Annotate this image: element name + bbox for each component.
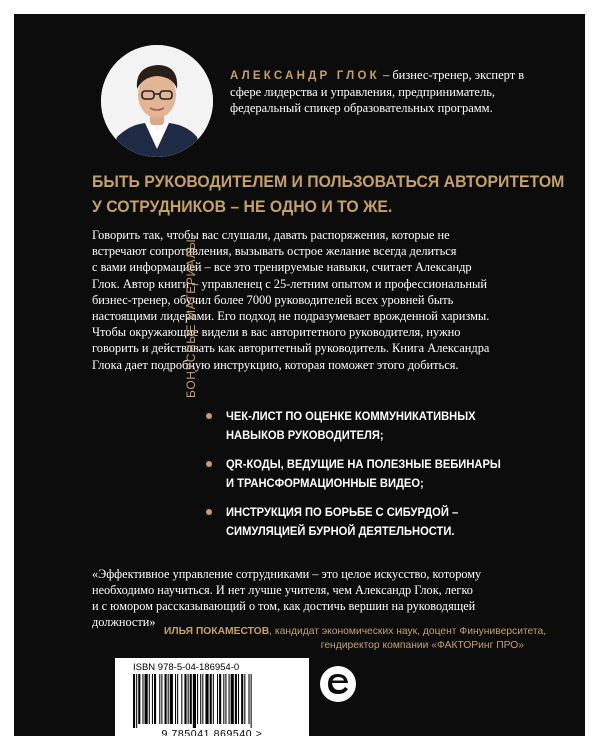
bullet-icon (206, 413, 212, 419)
quote-line: необходимо научиться. И нет лучше учителя, чем Александр Глок, легко (92, 583, 473, 597)
bonus-item-line: НАВЫКОВ РУКОВОДИТЕЛЯ; (226, 428, 384, 442)
barcode-icon (129, 674, 295, 728)
author-photo (101, 45, 213, 157)
description-line: бизнес-тренер, обучил более 7000 руководителей всех уровней быть (92, 292, 454, 307)
headline-line-1: БЫТЬ РУКОВОДИТЕЛЕМ И ПОЛЬЗОВАТЬСЯ АВТОРИТЕТОМ (92, 172, 565, 191)
testimonial-quote (92, 566, 542, 630)
bonus-list (206, 407, 536, 551)
author-name: АЛЕКСАНДР ГЛОК (230, 70, 380, 82)
description-line: Глока дает подробную инструкцию, которая поможет этого добиться. (92, 357, 459, 372)
description-line: с вами информацией – все это тренируемые навыки, считает Александр (92, 260, 472, 275)
description-line: говорить и действовать как авторитетный руководитель. Книга Александра (92, 341, 490, 356)
description-text (92, 227, 522, 373)
bonus-item (206, 503, 536, 541)
author-bio (230, 67, 550, 116)
quote-line: должности» (92, 615, 156, 629)
quote-author-title: , кандидат экономических наук, доцент Финуниверситета, (269, 626, 547, 637)
isbn-text: ISBN 978-5-04-186954-0 (133, 662, 240, 673)
bonus-item-line: И ТРАНСФОРМАЦИОННЫЕ ВИДЕО; (226, 476, 424, 490)
bullet-icon (206, 509, 212, 515)
book-back-cover (14, 14, 585, 736)
bullet-icon (206, 461, 212, 467)
bonus-item-line: QR-КОДЫ, ВЕДУЩИЕ НА ПОЛЕЗНЫЕ ВЕБИНАРЫ (226, 457, 501, 471)
headline-line-2: У СОТРУДНИКОВ – НЕ ОДНО И ТО ЖЕ. (92, 197, 393, 216)
quote-attribution (164, 625, 547, 653)
bonus-item-line: ИНСТРУКЦИЯ ПО БОРЬБЕ С СИБУРДОЙ – (226, 505, 459, 519)
description-line: Чтобы окружающие видели в вас авторитетного руководителя, нужно (92, 325, 461, 340)
publisher-logo-icon (318, 664, 358, 704)
description-line: встречают сопротивления, вызывать острое желание всегда делиться (92, 244, 457, 259)
description-line: Говорить так, чтобы вас слушали, давать распоряжения, которые не (92, 228, 450, 242)
quote-author-name: ИЛЬЯ ПОКАМЕСТОВ (164, 626, 270, 637)
headline (92, 169, 565, 219)
bonus-item-line: ЧЕК-ЛИСТ ПО ОЦЕНКЕ КОММУНИКАТИВНЫХ (226, 409, 476, 423)
bonus-materials-label: БОНУСНЫЕ МАТЕРИАЛЫ: (184, 234, 198, 398)
barcode-box (115, 658, 309, 736)
quote-line: «Эффективное управление сотрудниками – это целое искусство, которому (92, 567, 482, 581)
quote-author-company: гендиректор компании «ФАКТОРинг ПРО» (320, 640, 524, 651)
description-line: настоящими лидерами. Его подход не подразумевает врожденной харизмы. (92, 309, 490, 324)
author-description: – бизнес-тренер, эксперт в сфере лидерства и управления, предприниматель, федеральный спикер образовательных программ. (230, 68, 525, 115)
quote-line: и с юмором рассказывающий о том, как достичь вершин на руководящей (92, 599, 476, 613)
description-line: Глок. Автор книги – управленец с 25-летним опытом и профессиональный (92, 276, 487, 291)
bonus-item (206, 455, 536, 493)
bonus-item (206, 407, 536, 445)
bonus-item-line: СИМУЛЯЦИЕЙ БУРНОЙ ДЕЯТЕЛЬНОСТИ. (226, 524, 455, 538)
barcode-digits: 9 785041 869540 > (161, 728, 263, 736)
